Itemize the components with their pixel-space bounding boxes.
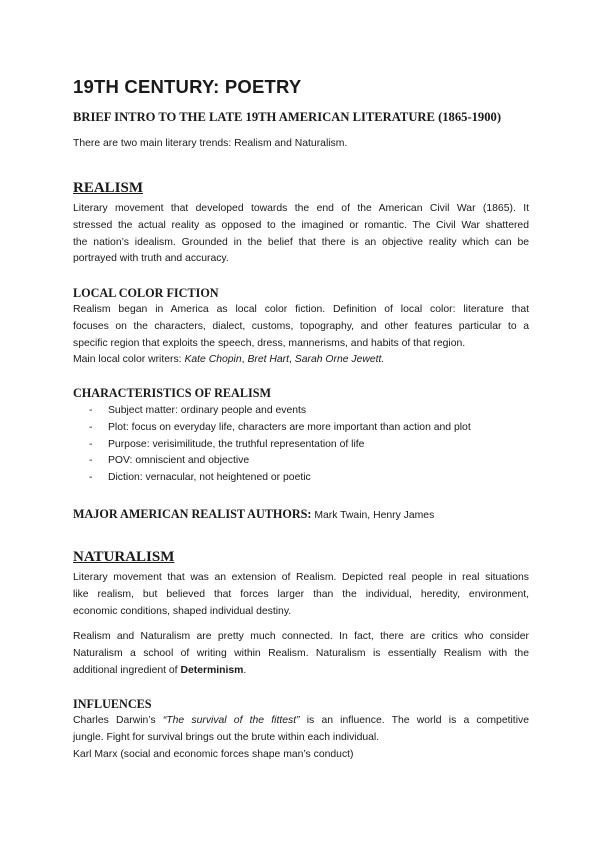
list-item-text: Diction: vernacular, not heightened or poetic [108,472,311,484]
bullet-dash: - [89,472,93,484]
list-item [89,403,471,420]
bullet-dash: - [89,455,93,467]
paragraph-text: Charles Darwin’s [73,715,163,726]
section-heading-local-color: LOCAL COLOR FICTION [73,286,219,300]
paragraph-line: focuses on the characters, dialect, customs, topography, and other features particular to a [73,320,529,332]
bullet-dash: - [89,405,93,416]
intro-text: There are two main literary trends: Realism and Naturalism. [73,138,348,149]
paragraph-line: the nation’s idealism. Grounded in the belief that there is an objective reality which can be [73,236,529,248]
list-item-text: Purpose: verisimilitude, the truthful representation of life [108,438,365,450]
paragraph-text: is an influence. The world is a competitive [299,715,529,726]
paragraph-line: specific region that exploits the speech, dress, mannerisms, and habits of that region. [73,337,466,349]
list-item [89,420,471,437]
local-color-writers-line [73,352,529,369]
section-heading-realism: REALISM [73,180,144,196]
paragraph-line: like realism, but believed that forces larger than the individual, heredity, environment, [73,588,529,600]
paragraph-line: jungle. Fight for survival brings out the brute within each individual. [73,731,380,743]
list-item-text: Plot: focus on everyday life, characters are more important than action and plot [108,421,471,433]
influences-paragraph [73,713,529,763]
section-heading-influences: INFLUENCES [73,697,152,711]
writer-name: Bret Hart [247,354,290,366]
paragraph-line: economic conditions, shaped individual destiny. [73,605,292,617]
major-authors-value: Mark Twain, Henry James [311,510,435,521]
local-color-paragraph [73,302,529,369]
page-title: 19TH CENTURY: POETRY [73,76,302,97]
major-authors-label: MAJOR AMERICAN REALIST AUTHORS: [73,507,312,521]
bullet-dash: - [89,421,93,433]
paragraph-line: Realism began in America as local color fiction. Definition of local color: literature that [73,304,529,315]
bullet-dash: - [89,438,93,450]
paragraph-line: stressed the actual reality as opposed to the imagined or romantic. The Civil War shattered [73,219,529,231]
writer-separator: , [241,354,248,366]
paragraph-line [73,713,529,730]
section-heading-naturalism: NATURALISM [73,549,175,565]
paragraph-text: additional ingredient of [73,664,181,676]
list-item [89,470,471,487]
determinism-term: Determinism [180,664,244,676]
paragraph-line: Karl Marx (social and economic forces shape man’s conduct) [73,748,354,760]
writer-name: Sarah Orne Jewett. [294,354,385,366]
paragraph-line: Literary movement that was an extension of Realism. Depicted real people in real situations [73,572,529,583]
writer-name: Kate Chopin [184,354,242,366]
naturalism-paragraph-1 [73,570,529,620]
paragraph-line: portrayed with truth and accuracy. [73,253,229,265]
page-subtitle: BRIEF INTRO TO THE LATE 19TH AMERICAN LITERATURE (1865-1900) [73,110,502,124]
list-item [89,453,471,470]
paragraph-line: Realism and Naturalism are pretty much connected. In fact, there are critics who consider [73,631,529,642]
paragraph-text: . [243,664,247,676]
paragraph-line: Naturalism a school of writing within Realism. Naturalism is essentially Realism with the [73,647,529,659]
characteristics-list [89,403,471,487]
paragraph-line [73,663,529,680]
naturalism-paragraph-2 [73,629,529,679]
writer-separator: , [289,354,295,366]
major-authors-line [73,505,434,523]
list-item [89,437,471,454]
realism-paragraph [73,201,529,268]
darwin-quote: “The survival of the fittest” [162,715,300,726]
list-item-text: Subject matter: ordinary people and events [108,405,307,416]
section-heading-characteristics: CHARACTERISTICS OF REALISM [73,386,271,400]
paragraph-line: Literary movement that developed towards the end of the American Civil War (1865). It [73,203,529,214]
list-item-text: POV: omniscient and objective [108,455,250,467]
writers-prefix: Main local color writers: [73,354,185,366]
